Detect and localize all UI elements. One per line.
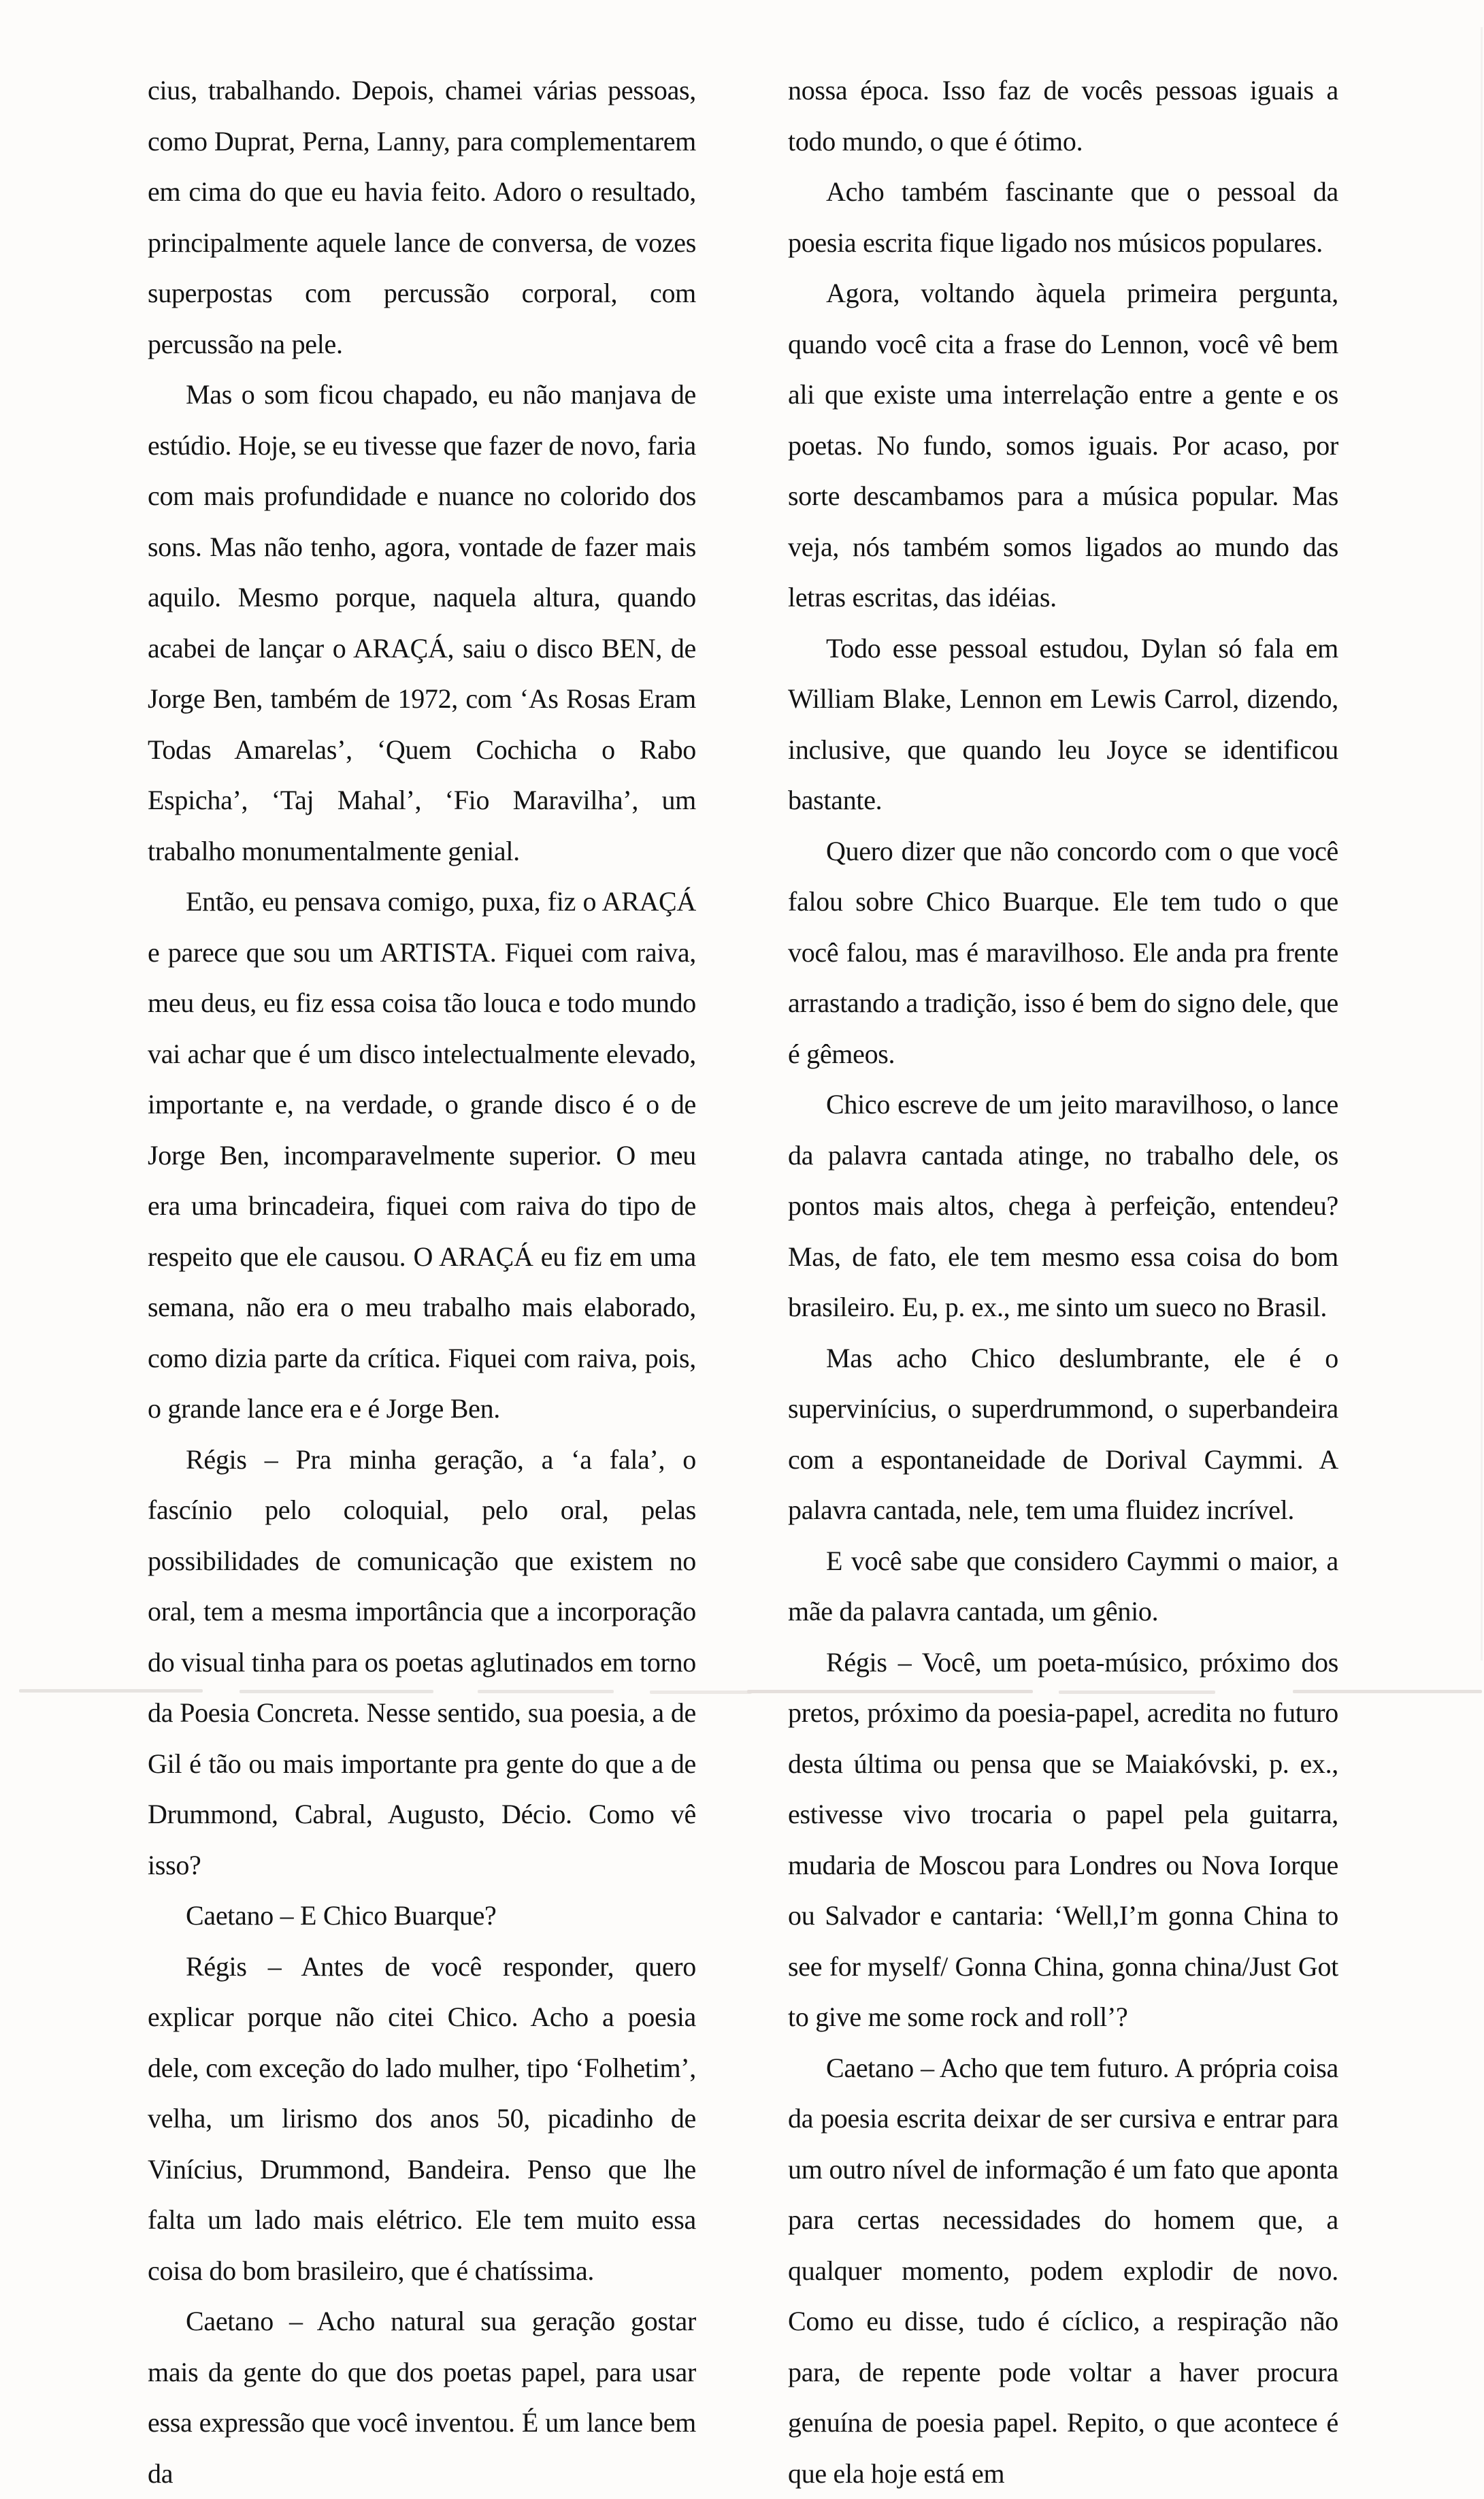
paragraph: Acho também fascinante que o pessoal da poesia escrita fique ligado nos músicos populares. — [788, 167, 1338, 268]
paragraph: Mas acho Chico deslumbrante, ele é o supervinícius, o superdrummond, o superbandeira com a espontaneidade de Dorival Caymmi. A palavra cantada, nele, tem uma fluidez incrível. — [788, 1333, 1338, 1536]
scan-artifact-segment — [747, 1690, 1033, 1693]
paragraph: Chico escreve de um jeito maravilhoso, o lance da palavra cantada atinge, no trabalho dele, os pontos mais altos, chega à perfeição, entendeu? Mas, de fato, ele tem mesmo essa coisa do bom brasileiro. Eu, p. ex., me sinto um sueco no Brasil. — [788, 1079, 1338, 1333]
scan-artifact-segment — [1059, 1690, 1215, 1694]
paragraph: nossa época. Isso faz de vocês pessoas iguais a todo mundo, o que é ótimo. — [788, 65, 1338, 167]
scan-artifact-segment — [1293, 1690, 1482, 1693]
paragraph: Todo esse pessoal estudou, Dylan só fala em William Blake, Lennon em Lewis Carrol, dizendo, inclusive, que quando leu Joyce se identificou bastante. — [788, 623, 1338, 826]
text-column-left — [148, 65, 696, 2499]
scan-artifact-segment — [19, 1689, 203, 1693]
paragraph: Régis – Você, um poeta-músico, próximo dos pretos, próximo da poesia-papel, acredita no futuro desta última ou pensa que se Maiakóvski, p. ex., estivesse vivo trocaria o papel pela guitarra, mudaria de Moscou para Londres ou Nova Iorque ou Salvador e cantaria: ‘Well,I’m gonna China to see for myself/ Gonna China, gonna china/Just Got to give me some rock and roll’? — [788, 1637, 1338, 2043]
scan-edge-right — [1481, 27, 1483, 1661]
scan-artifact-segment — [478, 1690, 614, 1693]
paragraph: Caetano – Acho natural sua geração gostar mais da gente do que dos poetas papel, para usar essa expressão que você inventou. É um lance bem da — [148, 2296, 696, 2499]
paragraph: Quero dizer que não concordo com o que você falou sobre Chico Buarque. Ele tem tudo o que você falou, mas é maravilhoso. Ele anda pra frente arrastando a tradição, isso é bem do signo dele, que é gêmeos. — [788, 826, 1338, 1080]
scan-artifact-segment — [650, 1690, 752, 1694]
text-column-right — [788, 65, 1338, 2499]
paragraph: Então, eu pensava comigo, puxa, fiz o ARAÇÁ e parece que sou um ARTISTA. Fiquei com raiva, meu deus, eu fiz essa coisa tão louca e todo mundo vai achar que é um disco intelectualmente elevado, importante e, na verdade, o grande disco é o de Jorge Ben, incomparavelmente superior. O meu era uma brincadeira, fiquei com raiva do tipo de respeito que ele causou. O ARAÇÁ eu fiz em uma semana, não era o meu trabalho mais elaborado, como dizia parte da crítica. Fiquei com raiva, pois, o grande lance era e é Jorge Ben. — [148, 877, 696, 1435]
scan-artifact-segment — [240, 1690, 433, 1693]
paragraph: E você sabe que considero Caymmi o maior, a mãe da palavra cantada, um gênio. — [788, 1536, 1338, 1637]
paragraph: Régis – Pra minha geração, a ‘a fala’, o fascínio pelo coloquial, pelo oral, pelas possibilidades de comunicação que existem no oral, tem a mesma importância que a incorporação do visual tinha para os poetas aglutinados em torno da Poesia Concreta. Nesse sentido, sua poesia, a de Gil é tão ou mais importante pra gente do que a de Drummond, Cabral, Augusto, Décio. Como vê isso? — [148, 1435, 696, 1891]
paragraph: Caetano – E Chico Buarque? — [148, 1891, 696, 1942]
paragraph: Régis – Antes de você responder, quero explicar porque não citei Chico. Acho a poesia dele, com exceção do lado mulher, tipo ‘Folhetim’, velha, um lirismo dos anos 50, picadinho de Vinícius, Drummond, Bandeira. Penso que lhe falta um lado mais elétrico. Ele tem muito essa coisa do bom brasileiro, que é chatíssima. — [148, 1942, 696, 2297]
paragraph: Caetano – Acho que tem futuro. A própria coisa da poesia escrita deixar de ser cursiva e entrar para um outro nível de informação é um fato que aponta para certas necessidades do homem que, a qualquer momento, podem explodir de novo. Como eu disse, tudo é cíclico, a respiração não para, de repente pode voltar a haver procura genuína de poesia papel. Repito, o que acontece é que ela hoje está em — [788, 2043, 1338, 2499]
paragraph: Mas o som ficou chapado, eu não manjava de estúdio. Hoje, se eu tivesse que fazer de novo, faria com mais profundidade e nuance no colorido dos sons. Mas não tenho, agora, vontade de fazer mais aquilo. Mesmo porque, naquela altura, quando acabei de lançar o ARAÇÁ, saiu o disco BEN, de Jorge Ben, também de 1972, com ‘As Rosas Eram Todas Amarelas’, ‘Quem Cochicha o Rabo Espicha’, ‘Taj Mahal’, ‘Fio Maravilha’, um trabalho monumentalmente genial. — [148, 370, 696, 877]
paragraph: Agora, voltando àquela primeira pergunta, quando você cita a frase do Lennon, você vê bem ali que existe uma interrelação entre a gente e os poetas. No fundo, somos iguais. Por acaso, por sorte descambamos para a música popular. Mas veja, nós também somos ligados ao mundo das letras escritas, das idéias. — [788, 268, 1338, 623]
paragraph: cius, trabalhando. Depois, chamei várias pessoas, como Duprat, Perna, Lanny, para complementarem em cima do que eu havia feito. Adoro o resultado, principalmente aquele lance de conversa, de vozes superpostas com percussão corporal, com percussão na pele. — [148, 65, 696, 370]
